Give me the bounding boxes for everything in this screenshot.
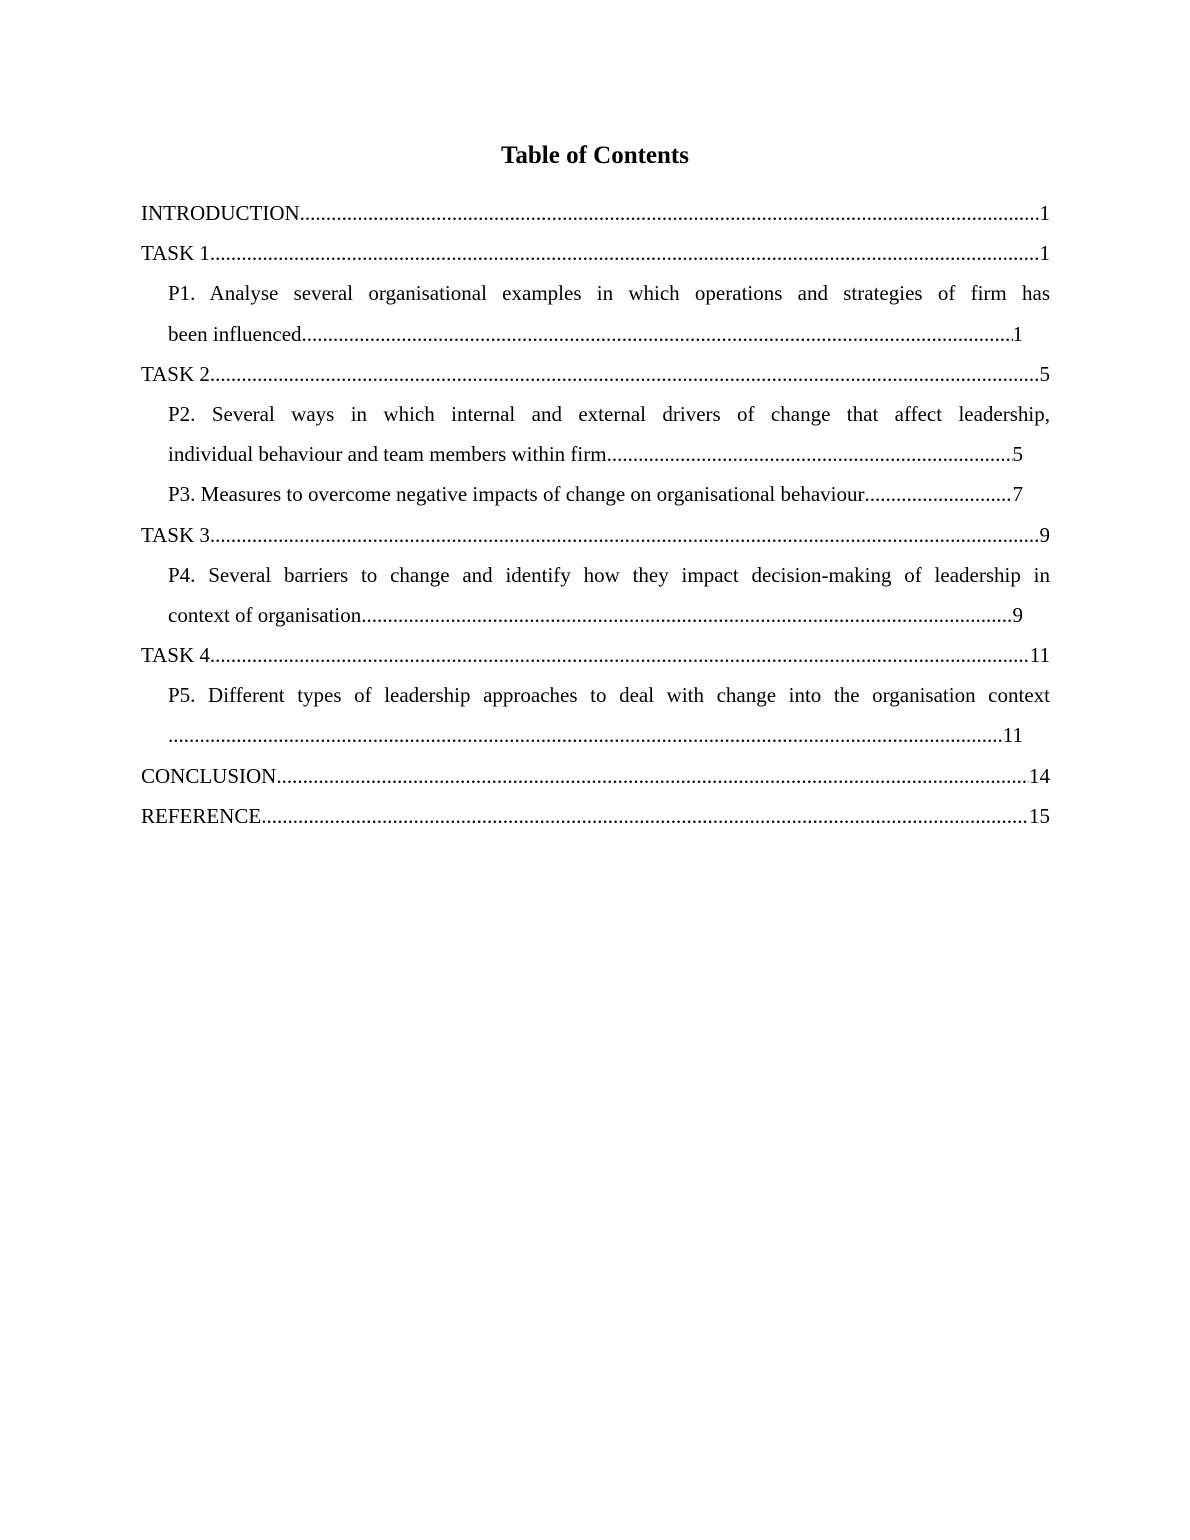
toc-page-number: 1 (1012, 321, 1023, 346)
toc-entry-label-line1: P4. Several barriers to change and identify how they impact decision-making of leadership in (168, 562, 1050, 587)
toc-entry-conclusion[interactable] (141, 756, 1050, 796)
dot-leader (276, 756, 1029, 796)
toc-entry-label: P3. Measures to overcome negative impacts of change on organisational behaviour (168, 482, 865, 507)
toc-title: Table of Contents (501, 142, 689, 169)
toc-entry-label: TASK 2 (141, 361, 210, 386)
toc-page-number: 11 (1002, 723, 1023, 748)
toc-entry-label-line1: P5. Different types of leadership approaches to deal with change into the organisation context (168, 683, 1050, 708)
toc-page-number: 5 (1039, 361, 1050, 386)
toc-page-number: 7 (1012, 482, 1023, 507)
dot-leader (210, 635, 1030, 675)
toc-page-number: 5 (1012, 442, 1023, 467)
dot-leader (210, 354, 1040, 394)
dot-leader (168, 715, 1003, 755)
toc-entry-label: INTRODUCTION (141, 201, 300, 225)
toc-entry-task-1[interactable] (141, 233, 1050, 273)
toc-entry-label: TASK 1 (141, 241, 210, 266)
toc-entry-p4[interactable] (168, 555, 1050, 635)
toc-entry-label-line2: individual behaviour and team members within firm (168, 442, 607, 467)
toc-entry-label: REFERENCE (141, 803, 262, 828)
toc-entry-label: TASK 4 (141, 643, 210, 668)
toc-entry-p2[interactable] (168, 394, 1050, 474)
toc-page-number: 9 (1039, 522, 1050, 547)
toc-page-number: 15 (1029, 803, 1050, 828)
toc-page-number: 11 (1029, 643, 1050, 668)
toc-entry-introduction[interactable] (141, 193, 1050, 233)
toc-page-number: 1 (1039, 241, 1050, 266)
toc-page-number: 1 (1039, 201, 1050, 225)
toc-entry-reference[interactable] (141, 796, 1050, 836)
toc-entry-label: TASK 3 (141, 522, 210, 547)
toc-entry-task-3[interactable] (141, 515, 1050, 555)
toc-entry-label: CONCLUSION (141, 763, 277, 788)
toc-entry-label-line1: P2. Several ways in which internal and external drivers of change that affect leadership, (168, 401, 1050, 426)
dot-leader (210, 233, 1040, 273)
toc-entry-label-line1: P1. Analyse several organisational examples in which operations and strategies of firm has (168, 281, 1050, 306)
toc-entry-p3[interactable] (168, 474, 1023, 514)
toc-entry-label-line2: context of organisation (168, 602, 362, 627)
dot-leader (210, 515, 1040, 555)
toc-entry-label-line2: been influenced (168, 321, 302, 346)
toc-page-number: 14 (1029, 763, 1050, 788)
dot-leader (607, 434, 1013, 474)
dot-leader (865, 474, 1013, 514)
toc-entry-p5[interactable] (168, 675, 1050, 755)
dot-leader (261, 796, 1029, 836)
toc-page-number: 9 (1012, 602, 1023, 627)
table-of-contents (141, 193, 1050, 836)
toc-entry-task-2[interactable] (141, 354, 1050, 394)
toc-entry-p1[interactable] (168, 273, 1050, 353)
dot-leader (302, 314, 1013, 354)
dot-leader (361, 595, 1012, 635)
toc-entry-task-4[interactable] (141, 635, 1050, 675)
dot-leader (300, 193, 1040, 233)
